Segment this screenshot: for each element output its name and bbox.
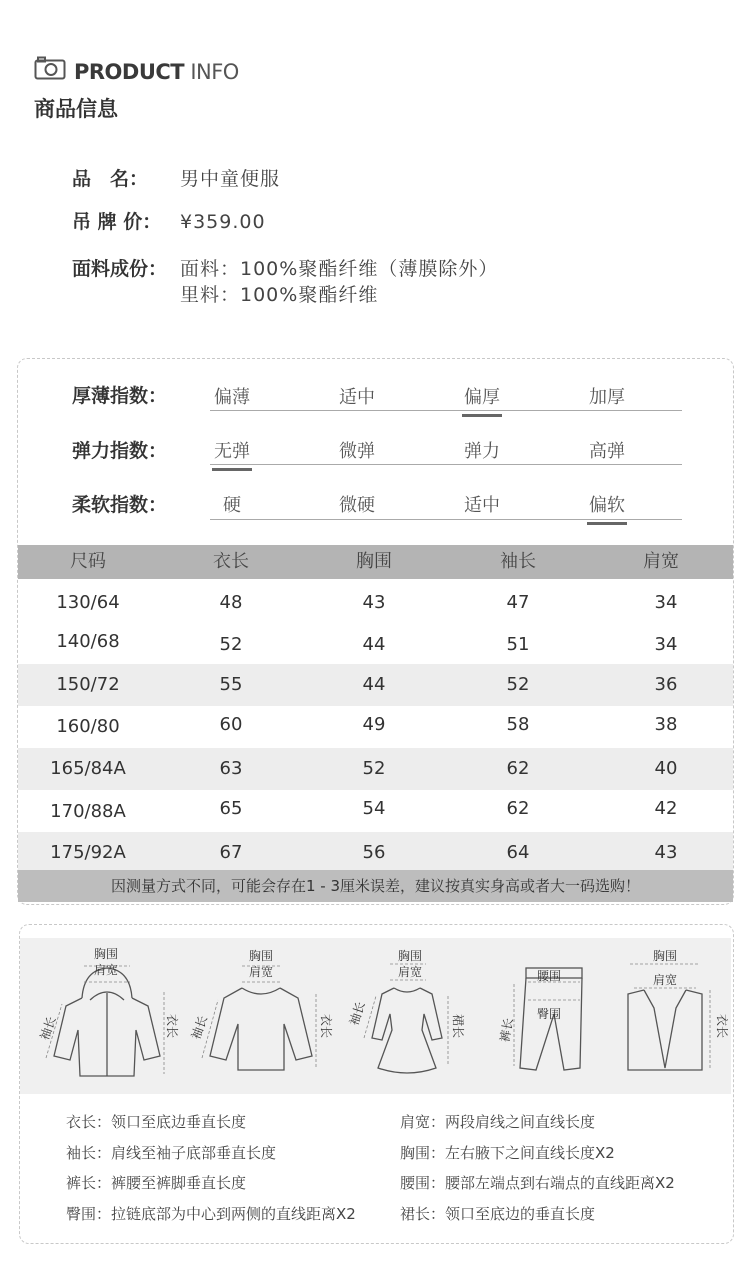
- table-cell: 67: [219, 842, 243, 863]
- softness-option-hard: 硬: [223, 495, 241, 516]
- definition-chest: 胸围：左右腋下之间直线长度X2: [400, 1144, 615, 1162]
- dress-diagram: [342, 938, 472, 1088]
- table-cell: 44: [362, 634, 386, 655]
- pants-waist-label: 腰围: [537, 969, 562, 983]
- size-table-header: [18, 545, 733, 579]
- softness-index-label: 柔软指数：: [72, 494, 168, 516]
- table-row: [18, 621, 733, 663]
- table-cell: 165/84A: [50, 758, 126, 779]
- table-cell: 52: [506, 674, 530, 695]
- product-fabric-row-2: [180, 280, 378, 307]
- table-cell: 175/92A: [50, 842, 126, 863]
- table-cell: 42: [654, 798, 678, 819]
- table-cell: 40: [654, 758, 678, 779]
- table-cell: 63: [219, 758, 243, 779]
- thickness-option-extra-thick: 加厚: [589, 387, 625, 408]
- definition-waist: 腰围：腰部左端点到右端点的直线距离X2: [400, 1174, 675, 1192]
- table-cell: 43: [654, 842, 678, 863]
- dress-sleeve-label: 袖长: [346, 999, 368, 1028]
- product-name-value: 男中童便服: [180, 168, 281, 190]
- hooded-jacket-diagram: [32, 938, 182, 1088]
- product-name-row: [72, 164, 280, 191]
- product-fabric-line1: 面料：100%聚酯纤维（薄膜除外）: [180, 258, 499, 280]
- header-sleeve: 袖长: [500, 551, 536, 572]
- table-cell: 56: [362, 842, 386, 863]
- table-cell: 65: [219, 798, 243, 819]
- product-price-label: 吊 牌 价：: [72, 211, 162, 233]
- table-row: [18, 832, 733, 874]
- softness-option-slightly-hard: 微硬: [339, 495, 375, 516]
- sweater-length-label: 衣长: [319, 1014, 333, 1039]
- definition-shoulder: 肩宽：两段肩线之间直线长度: [400, 1113, 596, 1131]
- vest-diagram: [604, 938, 728, 1088]
- table-row: [18, 664, 733, 706]
- table-row: [18, 582, 733, 624]
- table-cell: 62: [506, 758, 530, 779]
- elasticity-option-elastic: 弹力: [464, 441, 500, 462]
- thickness-index-label: 厚薄指数：: [72, 385, 168, 407]
- sweater-shoulder-label: 肩宽: [249, 965, 274, 979]
- jacket-length-label: 衣长: [165, 1014, 179, 1039]
- thickness-option-thin: 偏薄: [214, 387, 250, 408]
- table-cell: 150/72: [56, 674, 120, 695]
- product-fabric-label: 面料成份：: [72, 258, 168, 280]
- table-cell: 48: [219, 592, 243, 613]
- table-cell: 38: [654, 714, 678, 735]
- table-cell: 54: [362, 798, 386, 819]
- table-row: [18, 748, 733, 790]
- header-length: 衣长: [213, 551, 249, 572]
- jacket-shoulder-label: 肩宽: [94, 963, 119, 977]
- sweater-chest-label: 胸围: [249, 949, 274, 963]
- elasticity-option-none-selected: 无弹: [197, 437, 267, 463]
- softness-option-medium: 适中: [464, 495, 500, 516]
- definition-sleeve: 袖长：肩线至袖子底部垂直长度: [66, 1144, 277, 1162]
- table-cell: 64: [506, 842, 530, 863]
- dress-chest-label: 胸围: [398, 949, 423, 963]
- table-cell: 140/68: [56, 631, 120, 652]
- definition-pants-length: 裤长：裤腰至裤脚垂直长度: [66, 1174, 247, 1192]
- table-cell: 44: [362, 674, 386, 695]
- thickness-option-thick-selected: 偏厚: [447, 383, 517, 409]
- sweater-diagram: [186, 938, 336, 1088]
- table-cell: 58: [506, 714, 530, 735]
- table-cell: 43: [362, 592, 386, 613]
- sweater-sleeve-label: 袖长: [188, 1013, 211, 1042]
- table-cell: 52: [219, 634, 243, 655]
- elasticity-option-high: 高弹: [589, 441, 625, 462]
- thickness-divider: [210, 410, 682, 411]
- header-shoulder: 肩宽: [643, 551, 679, 572]
- table-cell: 36: [654, 674, 678, 695]
- pants-diagram: [486, 938, 596, 1088]
- vest-shoulder-label: 肩宽: [653, 973, 678, 987]
- definition-length: 衣长：领口至底边垂直长度: [66, 1113, 247, 1131]
- table-cell: 52: [362, 758, 386, 779]
- section-subtitle: 商品信息: [34, 97, 118, 121]
- title-light: INFO: [190, 60, 239, 84]
- vest-chest-label: 胸围: [653, 949, 678, 963]
- table-cell: 47: [506, 592, 530, 613]
- definition-hip: 臀围：拉链底部为中心到两侧的直线距离X2: [66, 1205, 356, 1223]
- product-name-label: 品 名：: [72, 168, 149, 190]
- table-cell: 160/80: [56, 716, 120, 737]
- elasticity-index-label: 弹力指数：: [72, 440, 168, 462]
- product-price-value: ¥359.00: [180, 211, 266, 233]
- table-row: [18, 704, 733, 746]
- softness-option-soft-selected: 偏软: [572, 491, 642, 517]
- table-cell: 170/88A: [50, 801, 126, 822]
- table-cell: 34: [654, 592, 678, 613]
- pants-hip-label: 臀围: [537, 1007, 562, 1021]
- header-chest: 胸围: [356, 551, 392, 572]
- measurement-note: 因测量方式不同，可能会存在1 - 3厘米误差，建议按真实身高或者大一码选购！: [18, 870, 733, 902]
- jacket-chest-label: 胸围: [94, 947, 119, 961]
- title-bold: PRODUCT: [74, 60, 185, 84]
- vest-length-label: 衣长: [715, 1014, 728, 1039]
- jacket-sleeve-label: 袖长: [37, 1014, 59, 1043]
- softness-divider: [210, 519, 682, 520]
- thickness-option-medium: 适中: [339, 387, 375, 408]
- product-price-row: [72, 207, 266, 234]
- table-cell: 34: [654, 634, 678, 655]
- section-title: [74, 60, 239, 84]
- table-cell: 60: [219, 714, 243, 735]
- table-cell: 62: [506, 798, 530, 819]
- elasticity-divider: [210, 464, 682, 465]
- table-cell: 55: [219, 674, 243, 695]
- pants-length-label: 裤长: [497, 1017, 516, 1044]
- table-cell: 49: [362, 714, 386, 735]
- elasticity-option-slight: 微弹: [339, 441, 375, 462]
- product-fabric-line2: 里料：100%聚酯纤维: [180, 284, 379, 306]
- dress-shoulder-label: 肩宽: [398, 965, 423, 979]
- table-cell: 51: [506, 634, 530, 655]
- header-size: 尺码: [70, 551, 106, 572]
- table-cell: 130/64: [56, 592, 120, 613]
- table-row: [18, 788, 733, 830]
- dress-length-label: 裙长: [451, 1014, 465, 1039]
- product-fabric-row: [72, 254, 498, 281]
- definition-skirt-length: 裙长：领口至底边的垂直长度: [400, 1205, 596, 1223]
- camera-icon: [34, 56, 66, 84]
